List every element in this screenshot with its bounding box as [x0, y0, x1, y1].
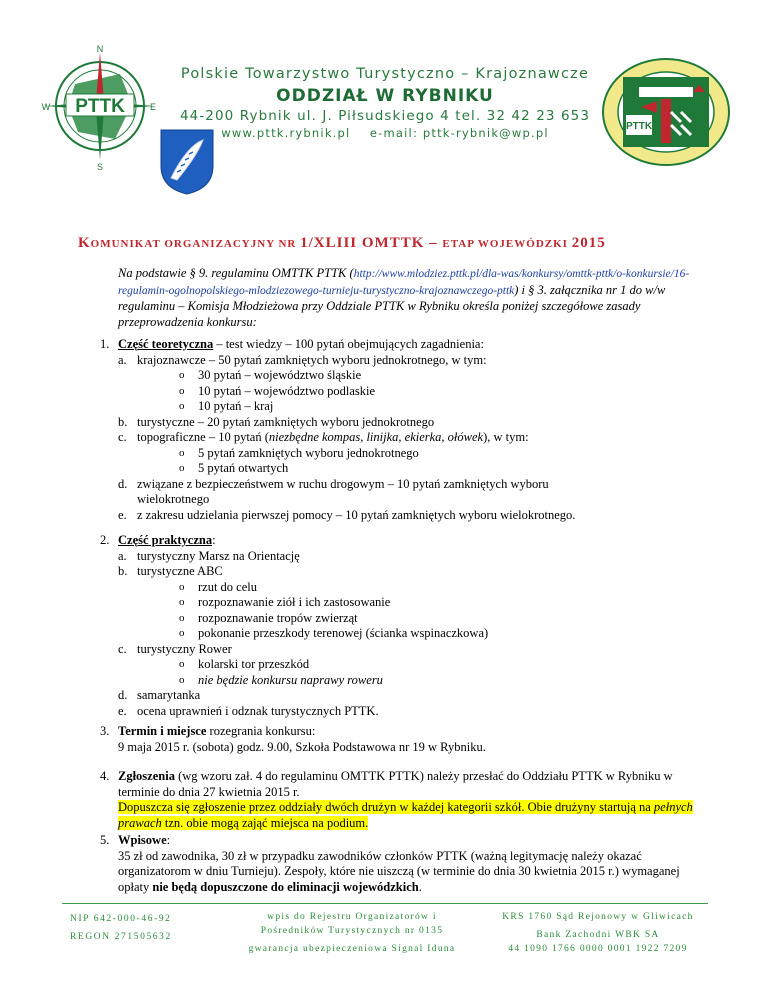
list-item: o rozpoznawanie tropów zwierząt	[179, 610, 358, 625]
list-item: o pokonanie przeszkody terenowej (ścianka wspinaczkowa)	[179, 626, 489, 640]
section-heading: Zgłoszenia	[118, 769, 175, 783]
list-item: b. turystyczne – 20 pytań zamkniętych wyboru jednokrotnego	[118, 414, 435, 429]
list-item: e. z zakresu udzielania pierwszej pomocy – 10 pytań zamkniętych wyboru wielokrotnego.	[118, 507, 576, 522]
list-item: d. związane z bezpieczeństwem w ruchu drogowym – 10 pytań zamkniętych wyboru wielokrotnego	[118, 476, 549, 506]
organization-name: Polskie Towarzystwo Turystyczno – Krajoznawcze	[180, 66, 590, 82]
section-theory: 1. Część teoretyczna – test wiedzy – 100 pytań obejmujących zagadnienia: a. krajoznawcze – 50 pytań zamkniętych wyboru jednokrotnego, w tym: o 30 pytań – województwo śląskie o 10 pytań – województwo podlaskie o 10 pytań – kraj b. turystyczne – 20 pytań zamkniętych wyboru jednokrotnego c. topograficzne – 10 pytań (niezbędne kompas, linijka, ekierka, ołówek), w tym: o 5 pytań zamkniętych wyboru jednokrotnego o 5 pytań otwartych d. związane z bezpieczeństwem w ruchu drogowym – 10 pytań zamkniętych wyboru wielokrotnego e. z zakresu udzielania pierwszej pomocy – 10 pytań zamkniętych wyboru wielokrotnego.	[118, 337, 708, 523]
pttk-compass-logo	[40, 44, 160, 174]
list-item: o kolarski tor przeszkód	[179, 657, 310, 671]
email-link[interactable]: e-mail: pttk-rybnik@wp.pl	[369, 126, 549, 140]
svg-text:N: N	[96, 44, 104, 54]
section-heading: Część teoretyczna	[118, 337, 214, 351]
list-item: b. turystyczne ABC	[118, 564, 223, 578]
list-item: o 10 pytań – województwo podlaskie	[179, 383, 376, 398]
list-item: o rzut do celu	[179, 579, 258, 594]
address: 44-200 Rybnik ul. J. Piłsudskiego 4 tel. 32 42 23 653	[179, 108, 591, 124]
list-item: o rozpoznawanie ziół i ich zastosowanie	[179, 595, 391, 609]
list-item: o 30 pytań – województwo śląskie	[179, 368, 362, 382]
list-item: c. turystyczny Rower	[118, 641, 232, 656]
list-item: a. turystyczny Marsz na Orientację	[118, 548, 300, 563]
document-title: KOMUNIKAT ORGANIZACYJNY NR 1/XLIII OMTTK – ETAP WOJEWÓDZKI 2015	[78, 235, 606, 251]
list-item: d. samarytanka	[118, 688, 201, 702]
section-heading: Wpisowe	[118, 833, 167, 847]
list-item: a. krajoznawcze – 50 pytań zamkniętych wyboru jednokrotnego, w tym:	[118, 352, 487, 367]
contacts	[150, 126, 620, 140]
list-item: o nie będzie konkursu naprawy roweru	[179, 672, 383, 687]
svg-text:W: W	[41, 102, 51, 112]
logo-left-text: PTTK	[75, 96, 125, 117]
svg-text:S: S	[96, 162, 104, 172]
footer-registry: wpis do Rejestru Organizatorów i Pośredników Turystycznych nr 0135 gwarancja ubezpieczeniowa Signal Iduna	[248, 912, 456, 954]
website-link[interactable]: www.pttk.rybnik.pl	[221, 126, 351, 140]
section-practice: 2. Część praktyczna: a. turystyczny Marsz na Orientację b. turystyczne ABC o rzut do celu o rozpoznawanie ziół i ich zastosowanie o rozpoznawanie tropów zwierząt o pokonanie przeszkody terenowej (ścianka wspinaczkowa) c. turystyczny Rower o kolarski tor przeszkód o nie będzie konkursu naprawy roweru d. samarytanka e. ocena uprawnień i odznak turystycznych PTTK.	[118, 533, 708, 719]
section-applications: 4. Zgłoszenia (wg wzoru zał. 4 do regulaminu OMTTK PTTK) należy przesłać do Oddziału PTTK w Rybniku w terminie do dnia 27 kwietnia 2015 r. Dopuszcza się zgłoszenie przez oddziały dwóch drużyn w każdej kategorii szkół. Obie drużyny startują na pełnych prawach tzn. obie mogą zająć miejsca na podium.	[100, 769, 693, 830]
footer-bank: KRS 1760 Sąd Rejonowy w Gliwicach Bank Zachodni WBK SA 44 1090 1766 0000 0001 1922 7209	[502, 912, 694, 954]
footer-divider	[62, 903, 708, 904]
svg-text:E: E	[149, 102, 157, 112]
section-heading: Termin i miejsce	[118, 724, 207, 738]
tournament-badge-logo	[601, 57, 731, 167]
section-fee: 5. Wpisowe: 35 zł od zawodnika, 30 zł w przypadku zawodników członków PTTK (ważną legitymację należy okazać organizatorom w dniu Turnieju). Zespoły, które nie uiszczą (w terminie do dnia 30 kwietnia 2015 r.) wymaganej opłaty nie będą dopuszczone do eliminacji wojewódzkich.	[100, 833, 680, 894]
list-item: c. topograficzne – 10 pytań (niezbędne kompas, linijka, ekierka, ołówek), w tym:	[118, 430, 529, 444]
list-item: o 5 pytań otwartych	[179, 461, 289, 475]
list-item: e. ocena uprawnień i odznak turystycznych PTTK.	[118, 703, 379, 718]
intro-paragraph: Na podstawie § 9. regulaminu OMTTK PTTK (http://www.mlodziez.pttk.pl/dla-was/konkursy/omttk-pttk/o-konkursie/16-regulamin-ogolnopolskiego-mlodziezowego-turnieju-turystyczno-krajoznawczego-pttk) i § 3. załącznika nr 1 do w/w regulaminu – Komisja Młodzieżowa przy Oddziale PTTK w Rybniku określa poniżej szczegółowe zasady przeprowadzenia konkursu:	[118, 266, 690, 329]
regulation-link[interactable]: http://www.mlodziez.pttk.pl/dla-was/konkursy/omttk-pttk/o-konkursie/16-regulamin-ogolnopolskiego-mlodziezowego-turnieju-turystyczno-krajoznawczego-pttk	[118, 268, 690, 297]
logo-right-text: PTTK	[625, 121, 653, 132]
footer-ids: NIP 642-000-46-92 REGON 271505632	[70, 914, 172, 942]
list-item: o 5 pytań zamkniętych wyboru jednokrotnego	[179, 445, 419, 460]
section-date-place: 3. Termin i miejsce rozegrania konkursu: 9 maja 2015 r. (sobota) godz. 9.00, Szkoła Podstawowa nr 19 w Rybniku.	[100, 724, 486, 754]
list-item: o 10 pytań – kraj	[179, 399, 274, 413]
branch-name: ODDZIAŁ W RYBNIKU	[276, 86, 494, 106]
section-heading: Część praktyczna	[118, 533, 213, 547]
